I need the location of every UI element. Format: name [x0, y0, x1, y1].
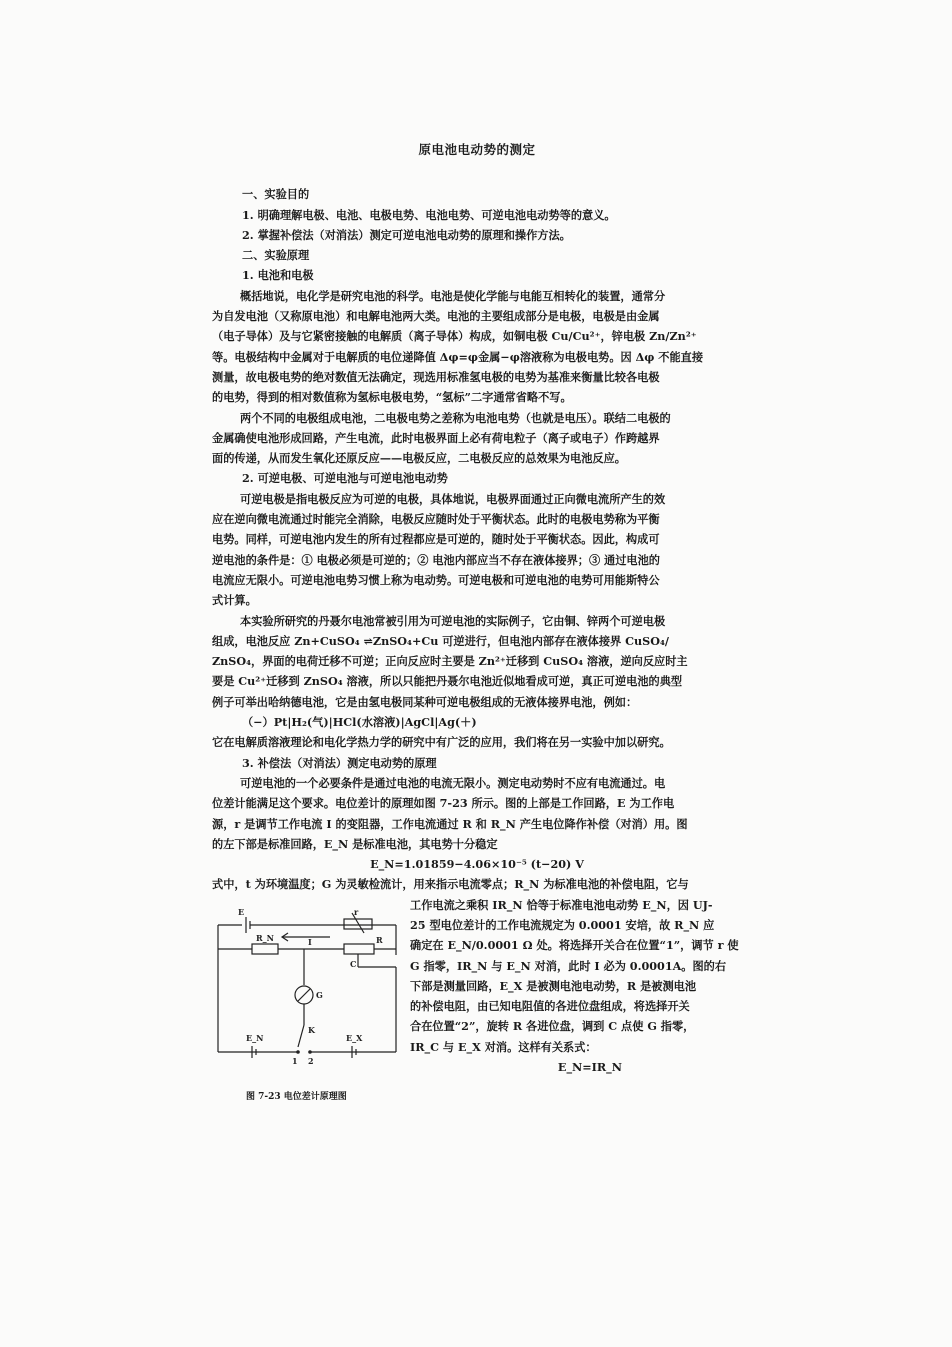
text-line: 式计算。	[212, 593, 257, 608]
text-line: ZnSO₄，界面的电荷迁移不可逆；正向反应时主要是 Zn²⁺迁移到 CuSO₄ 溶液，逆向反应时主	[212, 654, 688, 669]
text-line: 要是 Cu²⁺迁移到 ZnSO₄ 溶液，所以只能把丹聂尔电池近似地看成可逆，真正可逆电池的典型	[212, 674, 683, 689]
cell-notation: （−）Pt|H₂(气)|HCl(水溶液)|AgCl|Ag(＋)	[242, 715, 477, 730]
label-RN: R_N	[256, 932, 274, 943]
text-line: 的电势，得到的相对数值称为氢标电极电势，“氢标”二字通常省略不写。	[212, 390, 572, 405]
text-line: 可逆电极是指电极反应为可逆的电极，具体地说，电极界面通过正向微电流所产生的效	[240, 491, 666, 506]
label-E: E	[238, 906, 245, 917]
label-K: K	[308, 1024, 315, 1035]
paragraph	[212, 611, 742, 712]
circuit-diagram	[212, 907, 404, 1067]
text-line: 例子可举出哈纳德电池，它是由氢电极同某种可逆电极组成的无液体接界电池，例如：	[212, 694, 638, 709]
text-line: 可逆电池的一个必要条件是通过电池的电流无限小。测定电动势时不应有电流通过。电	[240, 775, 666, 790]
text-line: 的补偿电阻，由已知电阻值的各进位盘组成，将选择开关	[410, 999, 690, 1014]
text-line: 两个不同的电极组成电池，二电极电势之差称为电池电势（也就是电压）。联结二电极的	[240, 410, 671, 425]
text-line: 金属确使电池形成回路，产生电流，此时电极界面上必有荷电粒子（离子或电子）作跨越界	[212, 430, 660, 445]
paragraph	[212, 773, 742, 854]
label-C: C	[350, 958, 357, 969]
section-heading-objectives: 一、实验目的	[242, 187, 310, 202]
figure-section	[212, 895, 742, 1105]
label-pos1: 1	[292, 1055, 298, 1066]
text-line: 逆电池的条件是：① 电极必须是可逆的；② 电池内部应当不存在液体接界；③ 通过电池的	[212, 552, 660, 567]
paragraph	[212, 489, 742, 611]
text-line: 为自发电池（又称原电池）和电解电池两大类。电池的主要组成部分是电极，电极是由金属	[212, 309, 660, 324]
text-line: 等。电极结构中金属对于电解质的电位递降值 Δφ=φ金属−φ溶液称为电极电势。因 Δφ 不能直接	[212, 349, 704, 364]
text-line: 合在位置“2”，旋转 R 各进位盘，调到 C 点使 G 指零，	[410, 1019, 695, 1034]
figure-caption: 图 7-23 电位差计原理图	[246, 1091, 347, 1102]
paragraph	[212, 408, 742, 469]
document-body	[212, 140, 742, 1105]
label-EN: E_N	[246, 1032, 264, 1043]
text-line: 位差计能满足这个要求。电位差计的原理如图 7-23 所示。图的上部是工作回路，E 为工作电	[212, 796, 675, 811]
text-line: 25 型电位差计的工作电流规定为 0.0001 安培，故 R_N 应	[410, 917, 715, 932]
subsection-heading: 3. 补偿法（对消法）测定电动势的原理	[242, 755, 437, 770]
text-line: G 指零，IR_N 与 E_N 对消，此时 I 必为 0.0001A。图的右	[410, 958, 727, 973]
page-title: 原电池电动势的测定	[418, 142, 536, 157]
text-line: 工作电流之乘积 IR_N 恰等于标准电池电动势 E_N，因 UJ-	[410, 897, 713, 912]
text-line: 测量，故电极电势的绝对数值无法确定，现选用标准氢电极的电势为基准来衡量比较各电极	[212, 369, 660, 384]
subsection-heading: 1. 电池和电极	[242, 268, 314, 283]
text-line: 电流应无限小。可逆电池电势习惯上称为电动势。可逆电极和可逆电池的电势可用能斯特公	[212, 572, 660, 587]
text-line: 它在电解质溶液理论和电化学热力学的研究中有广泛的应用，我们将在另一实验中加以研究。	[212, 735, 671, 750]
text-line: 式中，t 为环境温度；G 为灵敏检流计，用来指示电流零点；R_N 为标准电池的补偿电阻，它与	[212, 877, 689, 892]
label-R: R	[376, 934, 383, 945]
text-line: 电势。同样，可逆电池内发生的所有过程都应是可逆的，随时处于平衡状态。因此，构成可	[212, 532, 660, 547]
text-line: IR_C 与 E_X 对消。这样有关系式：	[410, 1039, 597, 1054]
text-line: 面的传递，从而发生氧化还原反应——电极反应，二电极反应的总效果为电池反应。	[212, 451, 626, 466]
label-r: r	[354, 906, 359, 917]
subsection-heading: 2. 可逆电极、可逆电池与可逆电池电动势	[242, 471, 448, 486]
label-I: I	[308, 936, 312, 947]
goal-item: 1. 明确理解电极、电池、电极电势、电池电势、可逆电池电动势等的意义。	[242, 207, 616, 222]
goal-item: 2. 掌握补偿法（对消法）测定可逆电池电动势的原理和操作方法。	[242, 227, 571, 242]
text-line: 确定在 E_N/0.0001 Ω 处。将选择开关合在位置“1”，调节 r 使	[410, 938, 739, 953]
potentiometer-circuit	[212, 907, 404, 1067]
label-EX: E_X	[346, 1032, 363, 1043]
text-line: 概括地说，电化学是研究电池的科学。电池是使化学能与电能互相转化的装置，通常分	[240, 288, 666, 303]
equation: E_N=1.01859−4.06×10⁻⁵ (t−20) V	[370, 857, 584, 872]
text-line: 源，r 是调节工作电流 I 的变阻器，工作电流通过 R 和 R_N 产生电位降作补偿（对消）用。图	[212, 816, 688, 831]
label-G: G	[316, 989, 323, 1000]
figure-side-text	[410, 895, 742, 1078]
paragraph	[212, 286, 742, 408]
text-line: 的左下部是标准回路，E_N 是标准电池，其电势十分稳定	[212, 836, 498, 851]
section-heading-principle: 二、实验原理	[242, 248, 310, 263]
text-line: （电子导体）及与它紧密接触的电解质（离子导体）构成，如铜电极 Cu/Cu²⁺，锌电极 Zn/Zn²⁺	[212, 329, 697, 344]
equation: E_N=IR_N	[557, 1060, 622, 1075]
label-pos2: 2	[308, 1055, 314, 1066]
text-line: 本实验所研究的丹聂尔电池常被引用为可逆电池的实际例子，它由铜、锌两个可逆电极	[240, 613, 666, 628]
text-line: 应在逆向微电流通过时能完全消除，电极反应随时处于平衡状态。此时的电极电势称为平衡	[212, 512, 660, 527]
text-line: 下部是测量回路，E_X 是被测电池电动势，R 是被测电池	[410, 978, 697, 993]
text-line: 组成，电池反应 Zn+CuSO₄ ⇌ZnSO₄+Cu 可逆进行，但电池内部存在液体接界 CuSO₄/	[212, 633, 669, 648]
